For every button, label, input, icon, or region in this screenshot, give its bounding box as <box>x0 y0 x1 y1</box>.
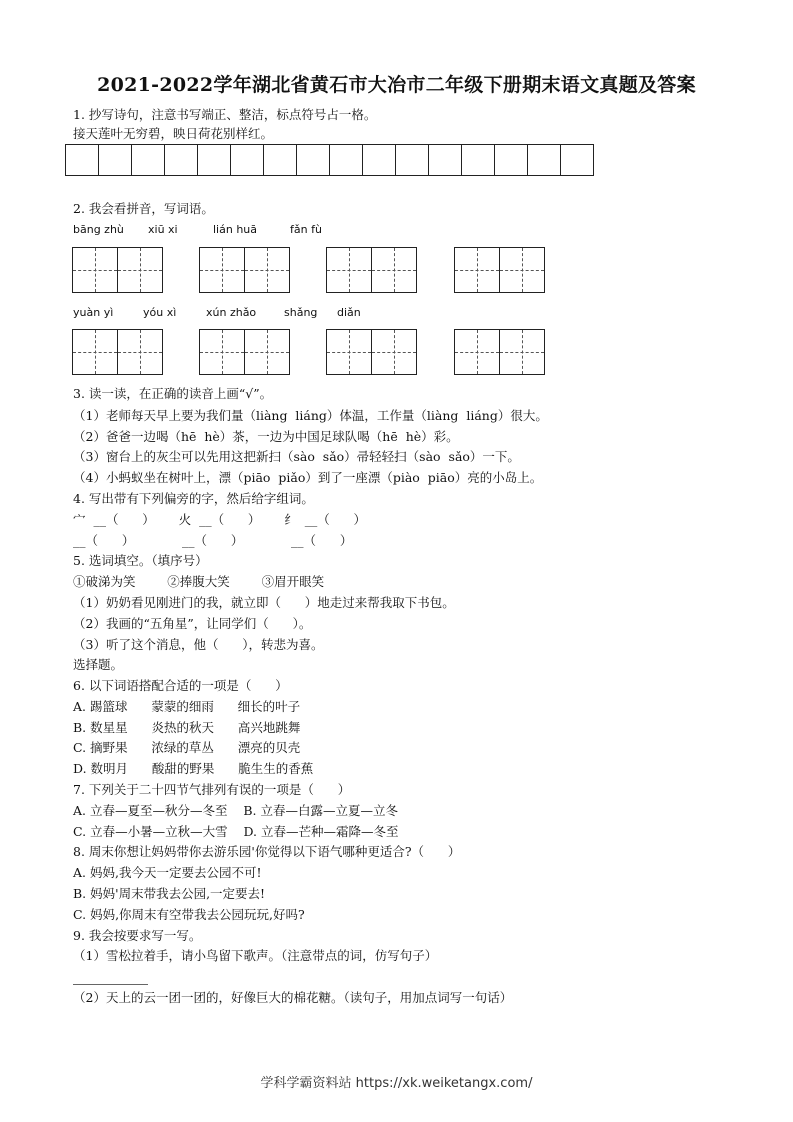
grid-cell <box>561 145 594 175</box>
grid-cell <box>330 145 363 175</box>
q7-option: C. 立春—小暑—立秋—大雪 D. 立春—芒种—霜降—冬至 <box>73 824 399 839</box>
tianzige-box <box>454 329 545 375</box>
grid-cell <box>99 145 132 175</box>
q8-option: B. 妈妈'周末带我去公园,一定要去! <box>73 886 266 901</box>
grid-cell <box>231 145 264 175</box>
footer-link[interactable]: 学科学霸资料站 https://xk.weiketangx.com/ <box>260 1076 533 1091</box>
pinyin-label: diǎn <box>337 306 361 319</box>
tianzige-cell <box>200 248 245 292</box>
tianzige-box <box>326 247 417 293</box>
grid-cell <box>495 145 528 175</box>
grid-cell <box>66 145 99 175</box>
tianzige-cell <box>327 248 372 292</box>
q8-option: C. 妈妈,你周末有空带我去公园玩玩,好吗? <box>73 907 305 922</box>
q9-item: （2）天上的云一团一团的，好像巨大的棉花糖。（读句子，用加点词写一句话） <box>73 990 513 1005</box>
tianzige-cell <box>372 248 417 292</box>
pinyin-label: shǎng <box>284 306 318 319</box>
q8-option: A. 妈妈,我今天一定要去公园不可! <box>73 865 262 880</box>
page-title: 2021-2022学年湖北省黄石市大冶市二年级下册期末语文真题及答案 <box>97 74 696 96</box>
pinyin-label: xún zhǎo <box>206 306 257 319</box>
tianzige-cell <box>500 248 545 292</box>
q6-option: B. 数星星 炎热的秋天 高兴地跳舞 <box>73 720 301 735</box>
q9-prompt: 9. 我会按要求写一写。 <box>73 928 202 943</box>
q6-option: C. 摘野果 浓绿的草丛 漂亮的贝壳 <box>73 740 301 755</box>
pinyin-label: yóu xì <box>143 306 177 319</box>
q3-item: （2）爸爸一边喝（hē hè）茶，一边为中国足球队喝（hē hè）彩。 <box>73 429 459 444</box>
grid-cell <box>528 145 561 175</box>
grid-cell <box>462 145 495 175</box>
grid-cell <box>363 145 396 175</box>
q5-item: （2）我画的“五角星”，让同学们（ ）。 <box>73 616 312 631</box>
tianzige-box <box>199 247 290 293</box>
grid-cell <box>198 145 231 175</box>
tianzige-box <box>326 329 417 375</box>
grid-cell <box>264 145 297 175</box>
tianzige-cell <box>118 330 163 374</box>
pinyin-label: fǎn fù <box>290 223 322 236</box>
q3-item: （4）小蚂蚁坐在树叶上，漂（piāo piǎo）到了一座漂（piào piāo）亮的小岛上。 <box>73 470 543 485</box>
q5-options: ①破涕为笑 ②捧腹大笑 ③眉开眼笑 <box>73 574 325 589</box>
tianzige-cell <box>245 248 290 292</box>
tianzige-cell <box>372 330 417 374</box>
q6-option: D. 数明月 酸甜的野果 脆生生的香蕉 <box>73 761 314 776</box>
tianzige-box <box>454 247 545 293</box>
writing-grid <box>65 144 594 176</box>
q7-option: A. 立春—夏至—秋分—冬至 B. 立春—白露—立夏—立冬 <box>73 803 399 818</box>
tianzige-cell <box>455 330 500 374</box>
q7-prompt: 7. 下列关于二十四节气排列有误的一项是（ ） <box>73 782 351 797</box>
q2-prompt: 2. 我会看拼音，写词语。 <box>73 201 214 216</box>
pinyin-label: yuàn yì <box>73 306 114 319</box>
answer-line <box>73 984 148 985</box>
q5-prompt: 5. 选词填空。（填序号） <box>73 553 208 568</box>
tianzige-cell <box>327 330 372 374</box>
tianzige-cell <box>500 330 545 374</box>
q3-item: （1）老师每天早上要为我们量（liàng liáng）体温，工作量（liàng liáng）很大。 <box>73 408 548 423</box>
grid-cell <box>429 145 462 175</box>
q5-item: （3）听了这个消息，他（ ），转悲为喜。 <box>73 637 324 652</box>
tianzige-cell <box>118 248 163 292</box>
q1-poem: 接天莲叶无穷碧，映日荷花别样红。 <box>73 126 274 141</box>
tianzige-box <box>72 247 163 293</box>
q9-item: （1）雪松拉着手，请小鸟留下歌声。（注意带点的词，仿写句子） <box>73 948 438 963</box>
q8-prompt: 8. 周末你想让妈妈带你去游乐园'你觉得以下语气哪种更适合?（ ） <box>73 844 461 859</box>
q3-prompt: 3. 读一读，在正确的读音上画“√”。 <box>73 386 273 401</box>
tianzige-cell <box>455 248 500 292</box>
grid-cell <box>396 145 429 175</box>
tianzige-cell <box>73 248 118 292</box>
q6-option: A. 踢篮球 蒙蒙的细雨 细长的叶子 <box>73 699 301 714</box>
tianzige-box <box>199 329 290 375</box>
pinyin-label: xiū xi <box>148 223 178 236</box>
q4-prompt: 4. 写出带有下列偏旁的字，然后给字组词。 <box>73 491 314 506</box>
q4-line: 宀 __（ ） 火 __（ ） 纟 __（ ） <box>73 512 367 527</box>
tianzige-cell <box>200 330 245 374</box>
tianzige-cell <box>245 330 290 374</box>
tianzige-cell <box>73 330 118 374</box>
q5-item: （1）奶奶看见刚进门的我，就立即（ ）地走过来帮我取下书包。 <box>73 595 455 610</box>
pinyin-label: lián huā <box>213 223 258 236</box>
q6-prompt: 6. 以下词语搭配合适的一项是（ ） <box>73 678 288 693</box>
grid-cell <box>297 145 330 175</box>
grid-cell <box>165 145 198 175</box>
q1-prompt: 1. 抄写诗句，注意书写端正、整洁，标点符号占一格。 <box>73 107 377 122</box>
grid-cell <box>132 145 165 175</box>
tianzige-box <box>72 329 163 375</box>
q3-item: （3）窗台上的灰尘可以先用这把新扫（sào sǎo）帚轻轻扫（sào sǎo）一下。 <box>73 449 520 464</box>
pinyin-label: bāng zhù <box>73 223 124 236</box>
section-heading: 选择题。 <box>73 657 124 672</box>
q4-line: __（ ） __（ ） __（ ） <box>73 533 353 548</box>
